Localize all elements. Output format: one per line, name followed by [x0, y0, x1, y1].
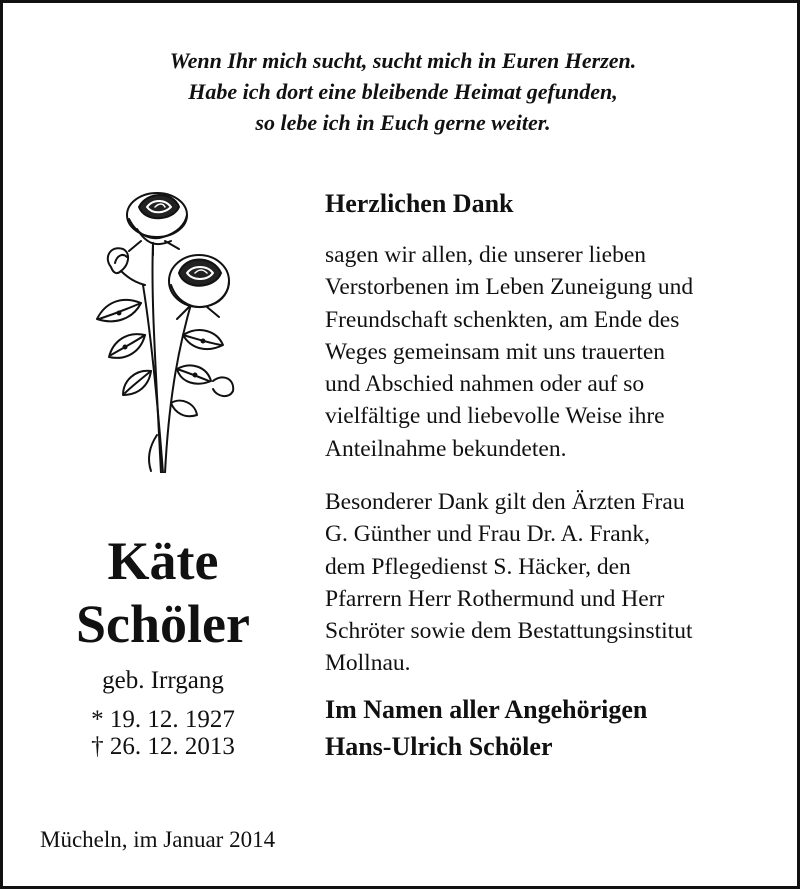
deceased-first-name: Käte — [107, 531, 219, 591]
text-line: Anteilnahme bekundeten. — [325, 435, 567, 462]
signature-line: Im Namen aller Angehörigen — [325, 695, 648, 724]
thanks-paragraph-1 — [325, 239, 693, 465]
text-line: Freundschaft schenkten, am Ende des — [325, 306, 680, 333]
signature-block — [325, 691, 647, 765]
text-line: G. Günther und Frau Dr. A. Frank, — [325, 521, 651, 548]
deceased-last-name: Schöler — [76, 594, 250, 654]
quote-line: so lebe ich in Euch gerne weiter. — [255, 110, 551, 135]
text-line: vielfältige und liebevolle Weise ihre — [325, 403, 665, 430]
text-line: und Abschied nahmen oder auf so — [325, 371, 645, 398]
rose-bouquet-icon — [81, 185, 245, 473]
text-line: Mollnau. — [325, 650, 411, 677]
thanks-heading: Herzlichen Dank — [325, 189, 514, 218]
death-date: † 26. 12. 2013 — [91, 733, 235, 760]
text-line: Pfarrern Herr Rothermund und Herr — [325, 585, 665, 612]
place-and-date: Mücheln, im Januar 2014 — [40, 827, 276, 852]
memorial-quote — [3, 45, 800, 138]
text-line: Besonderer Dank gilt den Ärzten Frau — [325, 489, 685, 515]
quote-line: Habe ich dort eine bleibende Heimat gefunden, — [188, 79, 618, 104]
signature-name: Hans-Ulrich Schöler — [325, 732, 553, 761]
text-line: Verstorbenen im Leben Zuneigung und — [325, 274, 694, 301]
text-line: dem Pflegedienst S. Häcker, den — [325, 553, 631, 580]
text-line: sagen wir allen, die unserer lieben — [325, 242, 647, 268]
text-line: Weges gemeinsam mit uns trauerten — [325, 338, 666, 365]
deceased-birth-name: geb. Irrgang — [102, 667, 224, 694]
birth-date: * 19. 12. 1927 — [91, 706, 235, 733]
quote-line: Wenn Ihr mich sucht, sucht mich in Euren Herzen. — [169, 48, 637, 73]
thanks-paragraph-2 — [325, 486, 692, 680]
text-line: Schröter sowie dem Bestattungsinstitut — [325, 618, 693, 645]
